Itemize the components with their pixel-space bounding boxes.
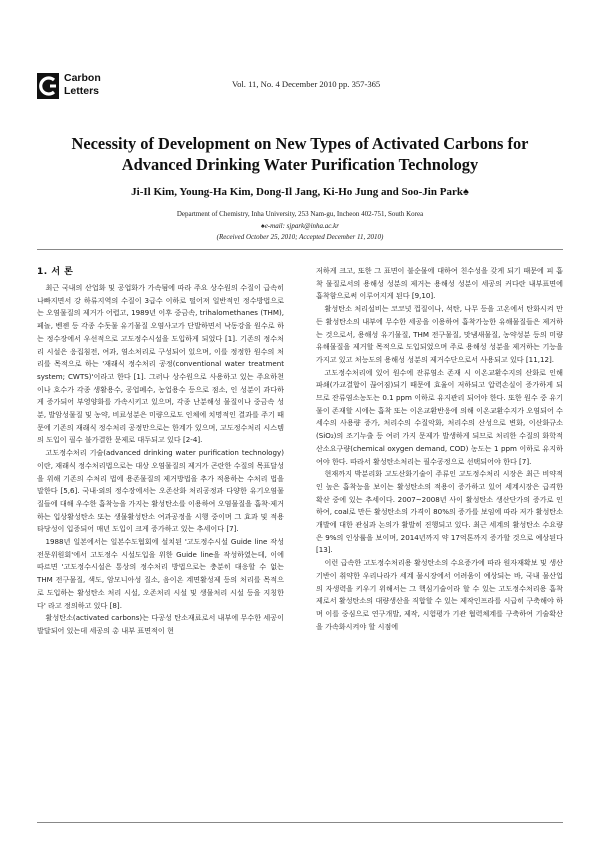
issue-info: Vol. 11, No. 4 December 2010 pp. 357-365 [232, 79, 381, 89]
affiliation: Department of Chemistry, Inha University, 253 Nam-gu, Incheon 402-751, South Korea [176, 210, 424, 218]
authors: Ji-Il Kim, Young-Ha Kim, Dong-Il Jang, Ki-Ho Jung and Soo-Jin Park♠ [131, 186, 469, 198]
left-column [37, 282, 284, 638]
logo-text [64, 72, 101, 98]
footer-divider [37, 822, 563, 823]
journal-logo [37, 72, 137, 102]
carbon-letters-logo-icon [37, 73, 59, 99]
paragraph: 저하게 크고, 또한 그 표면이 불순물에 대하여 친수성을 갖게 되기 때문에 피 흡착 물질로서의 용해성 성분의 제거는 용해성 성분이 세공의 커다란 내부표면에 흡착함으로써 이루어지게 된다 [9,10]. [316, 266, 563, 301]
paragraph: 현재까지 박분리화 고도산화기술이 주류인 고도정수처리 시장은 최근 비약적인 높은 흡착능을 보이는 활성탄소의 적용이 증가하고 있어 세계시장은 급격한 확산 중에 있는 추세이다. 2007~2008년 사이 활성탄소 생산단가의 증가로 인하여, coal로 만든 활성탄소의 가격이 80%의 증가를 보임에 따라 저가 활성탄소 개발에 대한 관심과 논의가 활발히 진행되고 있다. 최근 세계의 활성탄소 수요량은 9%의 인상률을 보이며, 2014년까지 약 17억톤까지 증가할 것으로 예상된다 [13]. [316, 469, 563, 555]
section-heading: 1. 서 론 [37, 267, 74, 277]
paragraph: 활성탄소(activated carbons)는 다공성 탄소재료로서 내부에 무수한 세공이 발달되어 있는데 세공의 총 내부 표면적이 현 [37, 613, 284, 635]
paragraph: 고도정수처리에 있어 원수에 잔류염소 존재 시 이온교환수지의 산화로 인해 파쇄(가교결합이 끊어짐)되기 때문에 효율이 저하되고 압력손실이 증가하게 되므로 잔류염소농도는 0.1 ppm 이하로 유지관리 되어야 한다. 또한 원수 중 유기물이 존재할 시에는 흡착 또는 이온교환반응에 의해 이온교환수지가 오염되어 수세수의 사용량 증가, 처리수의 수질악화, 처리수의 산성으로 변화, 이산화규소(SiO₂)의 조기누출 등 여러 가지 문제가 발생하게 되므로 처리한 수질의 화학적 산소요구량(chemical oxygen demand, COD) 농도는 1 ppm 이하로 유지하여야 한다. 따라서 활성탄소처리는 필수공정으로 선택되어야 한다 [7]. [316, 367, 563, 466]
paragraph: 고도정수처리 기술(advanced drinking water purification technology)이란, 재래식 정수처리법으로는 대상 오염물질의 제거가 곤란한 수질의 목표달성을 위해 기존의 수처리 법에 용존물질의 제거방법을 추가 적용하는 수처리 법을 말한다 [5,6]. 국내·외의 정수장에서는 오존산화 처리공정과 다양한 유기오염물질들에 대해 우수한 흡착능을 가지는 활성탄소를 이용하여 오염물질을 흡착·제거하는 입상활성탄소 또는 생물활성탄소 여과공정을 시행 중이며 그 효과 및 적용 타당성이 입증되어 매년 도입이 크게 증가하고 있는 추세이다 [7]. [37, 448, 284, 534]
header-divider [37, 249, 563, 250]
article-title [40, 133, 560, 175]
corresponding-email: ♠e-mail: sjpark@inha.ac.kr [260, 222, 339, 230]
title-line-1: Necessity of Development on New Types of Activated Carbons for [71, 134, 529, 153]
paragraph: 이런 급속한 고도정수처리용 활성탄소의 수요증가에 따라 원자재확보 및 생산기반이 취약한 우리나라가 세계 물시장에서 어려움이 예상되는 바, 국내 물산업의 자생력을 키우기 위해서는 그 핵심기술이라 할 수 있는 고도정수처리용 흡착제로서 활성탄소의 대량생산을 직합할 수 있는 제작인프라를 시급히 구축해야 하며 이를 중심으로 연구개발, 제작, 시험평가 기관 협력체계를 구축하여 기술확산을 가속화시켜야 할 시점에 [316, 558, 563, 631]
title-line-2: Advanced Drinking Water Purification Technology [121, 155, 479, 174]
paragraph: 1988년 일본에서는 일본수도협회에 설치된 '고도정수시설 Guide line 작성 전문위원회'에서 고도정수 시설도입을 위한 Guide line을 작성하였는데, 이에 따르면 '고도정수시설은 통상의 정수처리 방법으로는 충분히 대응할 수 없는 THM 전구물질, 색도, 암모니아성 질소, 음이온 계면활성제 등의 처리를 목적으로 도입하는 활성탄소 처리 시설, 오존처리 시설 및 생물처리 시설 등을 지칭한다' 라고 정의하고 있다 [8]. [37, 537, 284, 610]
received-dates: (Received October 25, 2010; Accepted December 11, 2010) [216, 233, 384, 241]
logo-line-2: Letters [64, 85, 100, 97]
logo-line-1: Carbon [64, 72, 101, 84]
right-column [316, 265, 563, 633]
paragraph: 활성탄소 처리설비는 코코넛 껍질이나, 석탄, 나무 등을 고온에서 탄화시켜 만든 활성탄소의 내부에 무수한 세공을 이용하여 흡착가능한 유해물질들은 제거하는 것으로서, 용해성 유기물질, THM 전구물질, 맛냄새물질, 농약성분 등의 미량 유해물질을 제거할 목적으로 도입되었으며 주로 용해성 성분을 제거하는 기능을 가지고 있고 처능도의 용해성 성분의 제거수단으로서 사용되고 있다 [11,12]. [316, 304, 563, 364]
paragraph: 최근 국내의 산업화 및 공업화가 가속됨에 따라 주요 상수원의 수질이 급속히 나빠지면서 강 하류지역의 수질이 3급수 이하로 떨어져 일반적인 정수방법으로는 오염물질의 제거가 어렵고, 1989년 이후 중금속, trihalomethanes (THM), 페놀, 벤젠 등 각종 수돗물 유기물질 오염사고가 단발하면서 낙동강을 원수로 하는 정수장에서 우선적으로 고도정수시설을 도입하게 되었다 [1]. 기존의 정수처리 시설은 응집침전, 여과, 염소처리로 구성되어 있으며, 이를 정정한 원수의 처리를 목적으로 하는 '재래식 정수처리 공정(conventional water treatment system; CWTS)'이라고 한다 [1]. 그러나 상수원으로 사용하고 있는 주요하천이나 호수가 각종 생활용수, 공업폐수, 농업용수 등으로 점소, 인 성분이 과다하게 증가되어 부영양화를 가속시키고 있으며, 각종 난분해성 물질이나 중금속 성분, 발암성물질 및 농약, 비료성분은 미량으로도 인체에 치명적인 결과를 주기 때문에 기존의 재래식 정수처리 공정만으로는 한계가 있으며, 고도정수처리 시스템의 도입이 필수 불가결한 문제로 대두되고 있다 [2-4]. [37, 283, 284, 445]
